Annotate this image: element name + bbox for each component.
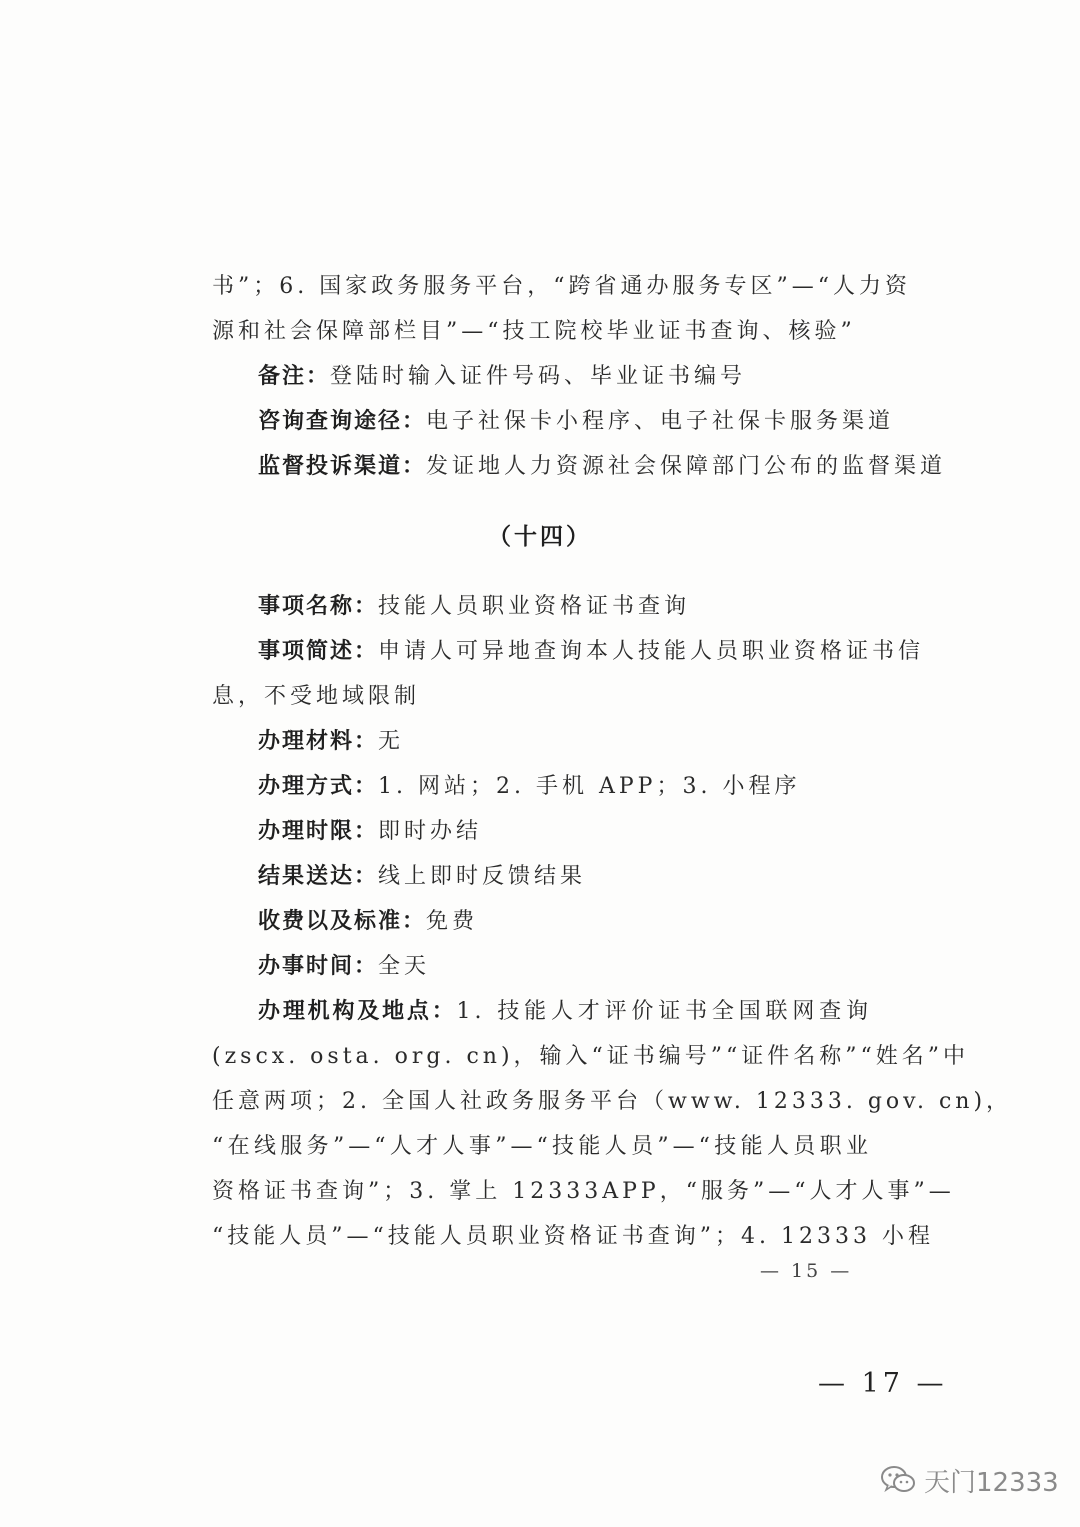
inner-page-number: — 15 — bbox=[760, 1260, 853, 1282]
text-line bbox=[212, 264, 911, 309]
field-text: 无 bbox=[378, 729, 405, 754]
field-label: 办理材料： bbox=[258, 729, 379, 754]
field-text: 免费 bbox=[426, 909, 479, 934]
text-block-main bbox=[212, 584, 1013, 1259]
field-label: 事项简述： bbox=[258, 639, 379, 664]
text-line bbox=[212, 1124, 872, 1169]
text-line bbox=[212, 1034, 970, 1079]
field-label: 结果送达： bbox=[258, 864, 379, 889]
text-line bbox=[212, 444, 947, 489]
field-text: 书”；6. 国家政务服务平台，“跨省通办服务专区”—“人力资 bbox=[212, 274, 911, 299]
text-line bbox=[212, 809, 872, 854]
text-line bbox=[212, 899, 872, 944]
field-text: 1. 技能人才评价证书全国联网查询 bbox=[456, 999, 872, 1024]
field-label: 办理时限： bbox=[258, 819, 379, 844]
field-text: 资格证书查询”；3. 掌上 12333APP，“服务”—“人才人事”— bbox=[212, 1179, 955, 1204]
field-text: 即时办结 bbox=[378, 819, 483, 844]
text-line bbox=[212, 584, 872, 629]
text-line bbox=[212, 764, 872, 809]
field-text: 任意两项；2. 全国人社政务服务平台（www. 12333. gov. cn)， bbox=[212, 1089, 1013, 1114]
field-text: (zscx. osta. org. cn)，输入“证书编号”“证件名称”“姓名”中 bbox=[212, 1044, 970, 1069]
field-text: “在线服务”—“人才人事”—“技能人员”—“技能人员职业 bbox=[212, 1134, 872, 1159]
text-line bbox=[212, 1214, 934, 1259]
field-text: 申请人可异地查询本人技能人员职业资格证书信 bbox=[378, 639, 925, 664]
text-line bbox=[212, 854, 872, 899]
text-line bbox=[212, 944, 872, 989]
text-line bbox=[212, 1169, 955, 1214]
watermark-text: 天门12333 bbox=[924, 1467, 1059, 1498]
field-text: 技能人员职业资格证书查询 bbox=[378, 594, 691, 619]
section-heading: （十四） bbox=[488, 524, 592, 550]
field-text: 源和社会保障部栏目”—“技工院校毕业证书查询、核验” bbox=[212, 319, 856, 344]
text-block-top bbox=[212, 264, 947, 489]
field-text: 1. 网站；2. 手机 APP；3. 小程序 bbox=[378, 774, 801, 799]
field-text: 发证地人力资源社会保障部门公布的监督渠道 bbox=[426, 454, 947, 479]
text-line bbox=[212, 989, 872, 1034]
text-line bbox=[212, 399, 895, 444]
field-label: 办事时间： bbox=[258, 954, 379, 979]
account-watermark bbox=[880, 1460, 1059, 1500]
field-label: 咨询查询途径： bbox=[258, 409, 427, 434]
field-text: 息，不受地域限制 bbox=[212, 684, 421, 709]
wechat-icon bbox=[880, 1465, 916, 1495]
text-line bbox=[212, 674, 872, 719]
text-line bbox=[212, 309, 872, 354]
outer-page-number: — 17 — bbox=[818, 1368, 948, 1399]
text-line bbox=[212, 354, 872, 399]
field-label: 办理方式： bbox=[258, 774, 379, 799]
field-label: 事项名称： bbox=[258, 594, 379, 619]
field-text: 全天 bbox=[378, 954, 431, 979]
field-text: 电子社保卡小程序、电子社保卡服务渠道 bbox=[426, 409, 895, 434]
text-line bbox=[212, 719, 872, 764]
field-label: 办理机构及地点： bbox=[258, 999, 457, 1024]
field-label: 监督投诉渠道： bbox=[258, 454, 427, 479]
field-text: “技能人员”—“技能人员职业资格证书查询”；4. 12333 小程 bbox=[212, 1224, 934, 1249]
text-line bbox=[212, 1079, 1013, 1124]
field-text: 线上即时反馈结果 bbox=[378, 864, 587, 889]
field-label: 收费以及标准： bbox=[258, 909, 427, 934]
text-line bbox=[212, 629, 925, 674]
field-label: 备注： bbox=[258, 364, 331, 389]
field-text: 登陆时输入证件号码、毕业证书编号 bbox=[330, 364, 747, 389]
